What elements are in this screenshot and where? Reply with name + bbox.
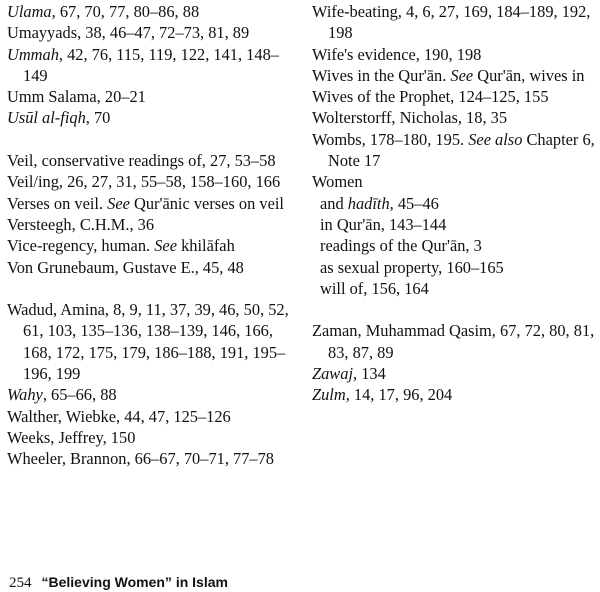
- index-entry: [7, 193, 295, 214]
- index-column-right: [312, 1, 598, 406]
- index-entry: [7, 107, 295, 128]
- entry-term: Wheeler, Brannon, 66–67, 70–71, 77–78: [7, 449, 275, 469]
- entry-see: See: [107, 193, 130, 213]
- entry-locators: , 67, 70, 77, 80–86, 88: [51, 2, 200, 21]
- index-entry: [7, 235, 295, 256]
- entry-term: Wives of the Prophet, 124–125, 155: [312, 87, 549, 107]
- index-column-left: [7, 1, 295, 470]
- index-subentry: [312, 235, 598, 256]
- entry-see: See: [450, 65, 474, 85]
- entry-locators: , 45–46: [389, 193, 439, 213]
- index-entry: [7, 86, 295, 107]
- index-entry: [7, 150, 295, 171]
- entry-term: Wife-beating, 4, 6, 27, 169, 184–189, 192, 198: [312, 2, 591, 43]
- page-number: 254: [9, 575, 32, 591]
- index-entry: [7, 406, 295, 427]
- entry-term: Zulm: [312, 385, 346, 405]
- entry-locators: Qur'ān, wives in: [473, 65, 585, 85]
- entry-locators: khilāfah: [176, 236, 235, 256]
- entry-locators: Qur'ānic verses on veil: [129, 193, 284, 213]
- index-entry: [312, 384, 598, 405]
- index-entry: [7, 384, 295, 405]
- index-entry: [312, 320, 598, 363]
- entry-term: Usūl al-fiqh: [7, 108, 86, 128]
- index-entry: [7, 257, 295, 278]
- entry-term: Veil, conservative readings of, 27, 53–58: [7, 151, 276, 171]
- index-entry: [7, 44, 295, 87]
- entry-locators: , 14, 17, 96, 204: [345, 385, 453, 405]
- index-entry: [312, 129, 598, 172]
- entry-term: Wolterstorff, Nicholas, 18, 35: [312, 108, 508, 128]
- entry-term: and: [320, 193, 348, 213]
- entry-gap: [7, 129, 295, 150]
- entry-term: Versteegh, C.H.M., 36: [7, 214, 155, 234]
- entry-term: Zaman, Muhammad Qasim, 67, 72, 80, 81, 83, 87, 89: [312, 321, 595, 362]
- index-subentry: [312, 214, 598, 235]
- index-subentry: [312, 257, 598, 278]
- entry-term: Umm Salama, 20–21: [7, 87, 146, 107]
- entry-term: Wahy: [7, 385, 43, 405]
- entry-term: in Qur'ān, 143–144: [320, 214, 447, 234]
- entry-term: Wife's evidence, 190, 198: [312, 44, 482, 64]
- index-entry: [312, 171, 598, 192]
- entry-term: Veil/ing, 26, 27, 31, 55–58, 158–160, 166: [7, 172, 281, 192]
- entry-term: as sexual property, 160–165: [320, 257, 504, 277]
- index-entry: [312, 107, 598, 128]
- entry-term: Weeks, Jeffrey, 150: [7, 427, 136, 447]
- index-entry: [312, 363, 598, 384]
- index-entry: [312, 44, 598, 65]
- entry-term: Umayyads, 38, 46–47, 72–73, 81, 89: [7, 23, 250, 43]
- index-entry: [7, 427, 295, 448]
- entry-term: Vice-regency, human.: [7, 236, 155, 256]
- page-footer: [9, 573, 228, 592]
- index-entry: [312, 65, 598, 86]
- entry-locators: , 70: [85, 108, 111, 128]
- entry-term: Ulama: [7, 2, 52, 21]
- book-title: “Believing Women” in Islam: [41, 574, 228, 590]
- index-entry: [7, 22, 295, 43]
- entry-term: Wives in the Qur'ān.: [312, 65, 451, 85]
- index-entry: [7, 1, 295, 22]
- entry-term: Ummah: [7, 44, 59, 64]
- index-entry: [7, 214, 295, 235]
- entry-term: Wombs, 178–180, 195.: [312, 129, 469, 149]
- index-subentry: [312, 193, 598, 214]
- index-subentry: [312, 278, 598, 299]
- entry-see: See: [154, 236, 177, 256]
- entry-term: Verses on veil.: [7, 193, 108, 213]
- entry-term: Wadud, Amina, 8, 9, 11, 37, 39, 46, 50, 52, 61, 103, 135–136, 138–139, 146, 166, 168, 172, 175, 179, 186–188, 191, 195–196, 199: [7, 300, 289, 384]
- entry-locators: Chapter 6, Note 17: [328, 129, 595, 171]
- entry-locators: , 65–66, 88: [42, 385, 117, 405]
- entry-locators: , 134: [353, 364, 386, 384]
- entry-locators: , 42, 76, 115, 119, 122, 141, 148–149: [23, 44, 279, 85]
- entry-term: Women: [312, 172, 363, 192]
- entry-term: Von Grunebaum, Gustave E., 45, 48: [7, 257, 244, 277]
- entry-gap: [312, 299, 598, 320]
- index-entry: [7, 171, 295, 192]
- entry-term: Walther, Wiebke, 44, 47, 125–126: [7, 406, 231, 426]
- entry-term: Zawaj: [312, 364, 353, 384]
- index-entry: [7, 448, 295, 469]
- entry-term: readings of the Qur'ān, 3: [320, 236, 482, 256]
- entry-see: See also: [468, 129, 523, 149]
- index-entry: [7, 299, 295, 384]
- index-entry: [312, 86, 598, 107]
- entry-italic-word: hadīth: [347, 193, 390, 213]
- entry-gap: [7, 278, 295, 299]
- index-entry: [312, 1, 598, 44]
- entry-term: will of, 156, 164: [320, 278, 429, 298]
